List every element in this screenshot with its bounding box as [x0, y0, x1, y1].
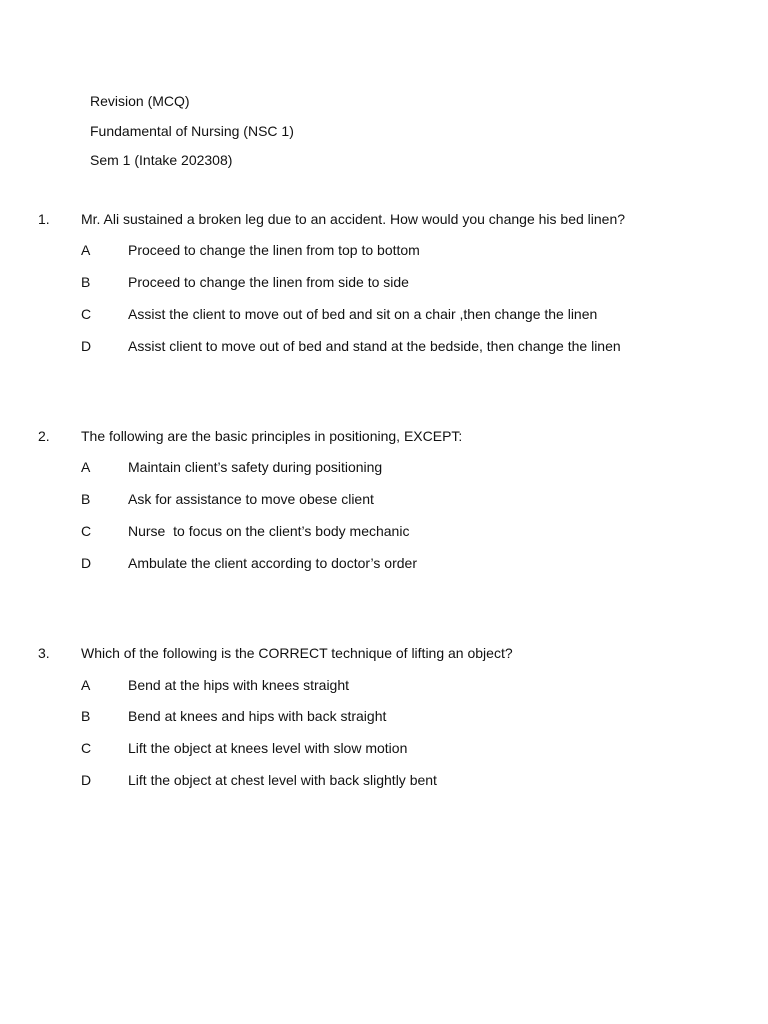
question-number: 3.: [38, 645, 50, 661]
question-number: 2.: [38, 428, 50, 444]
course-name: Fundamental of Nursing (NSC 1): [90, 123, 294, 139]
question-text: Mr. Ali sustained a broken leg due to an accident. How would you change his bed linen?: [81, 211, 626, 227]
question-2-option-b: [0, 490, 768, 508]
question-3-option-b: [0, 707, 768, 725]
semester-info: Sem 1 (Intake 202308): [90, 152, 233, 168]
option-letter: B: [81, 491, 91, 507]
option-text: Assist the client to move out of bed and sit on a chair ,then change the linen: [128, 306, 598, 322]
option-letter: A: [81, 242, 91, 258]
option-text: Proceed to change the linen from top to bottom: [128, 242, 420, 258]
option-letter: D: [81, 338, 92, 354]
question-2-option-c: [0, 522, 768, 540]
option-letter: D: [81, 555, 92, 571]
question-1-option-d: [0, 337, 768, 355]
option-letter: C: [81, 740, 92, 756]
question-1-option-a: [0, 241, 768, 259]
option-letter: A: [81, 677, 91, 693]
question-text: The following are the basic principles in positioning, EXCEPT:: [81, 428, 463, 444]
question-number: 1.: [38, 211, 50, 227]
option-text: Lift the object at knees level with slow motion: [128, 740, 408, 756]
option-letter: C: [81, 306, 92, 322]
option-text: Lift the object at chest level with back slightly bent: [128, 772, 437, 788]
option-text: Bend at knees and hips with back straight: [128, 708, 387, 724]
option-letter: B: [81, 708, 91, 724]
question-3-option-d: [0, 771, 768, 789]
option-text: Ambulate the client according to doctor’s order: [128, 555, 417, 571]
option-text: Proceed to change the linen from side to side: [128, 274, 409, 290]
option-text: Assist client to move out of bed and stand at the bedside, then change the linen: [128, 338, 621, 354]
question-3-option-a: [0, 676, 768, 694]
option-text: Ask for assistance to move obese client: [128, 491, 374, 507]
question-1-option-c: [0, 305, 768, 323]
question-text: Which of the following is the CORRECT technique of lifting an object?: [81, 645, 513, 661]
doc-title: Revision (MCQ): [90, 93, 190, 109]
option-text: Maintain client’s safety during positioning: [128, 459, 383, 475]
option-letter: B: [81, 274, 91, 290]
question-2-option-a: [0, 458, 768, 476]
question-2-option-d: [0, 554, 768, 572]
option-letter: C: [81, 523, 92, 539]
option-letter: A: [81, 459, 91, 475]
question-1-option-b: [0, 273, 768, 291]
option-text: Bend at the hips with knees straight: [128, 677, 350, 693]
option-text: Nurse to focus on the client’s body mechanic: [128, 523, 410, 539]
option-letter: D: [81, 772, 92, 788]
question-3-option-c: [0, 739, 768, 757]
